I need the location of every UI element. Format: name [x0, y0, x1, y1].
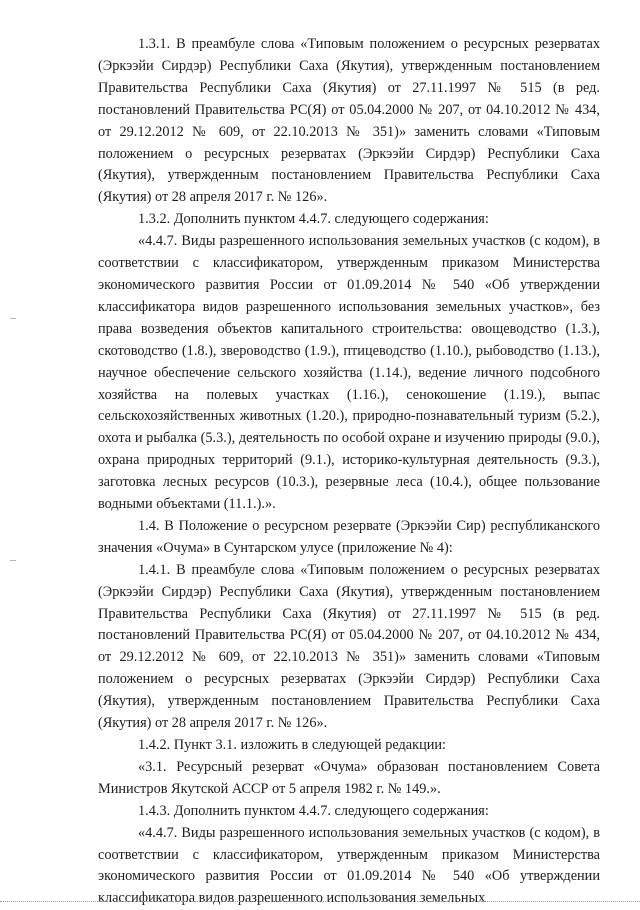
- document-body: [98, 34, 600, 910]
- paragraph-4-4-7-quote-continued: «4.4.7. Виды разрешенного использования земельных участков (с кодом), в соответствии с классификатором, утвержденным приказом Министерства экономического развития России от 01.09.2014 № 540 «Об утверждении классификатора видов разрешенного использования земельных: [98, 824, 600, 907]
- paragraph-1-3-1: 1.3.1. В преамбуле слова «Типовым положением о ресурсных резерватах (Эркээйи Сирдэр) Республики Саха (Якутия), утвержденным постановлением Правительства Республики Саха (Якутия) от 27.11.1997 № 515 (в ред. постановлений Правительства РС(Я) от 05.04.2000 № 207, от 04.10.2012 № 434, от 29.12.2012 № 609, от 22.10.2013 № 351)» заменить словами «Типовым положением о ресурсных резерватах (Эркээйи Сирдэр) Республики Саха (Якутия), утвержденным постановлением Правительства Республики Саха (Якутия) от 28 апреля 2017 г. № 126».: [98, 36, 600, 206]
- scan-margin-mark: [10, 560, 16, 561]
- scan-margin-mark: [10, 318, 16, 319]
- paragraph-1-3-2: 1.3.2. Дополнить пунктом 4.4.7. следующего содержания:: [138, 211, 489, 228]
- scan-bottom-edge: [0, 901, 640, 905]
- paragraph-1-4: 1.4. В Положение о ресурсном резервате (Эркээйи Сир) республиканского значения «Очума» в Сунтарском улусе (приложение № 4):: [98, 517, 600, 556]
- paragraph-1-4-3: 1.4.3. Дополнить пунктом 4.4.7. следующего содержания:: [138, 802, 489, 819]
- paragraph-1-4-1: 1.4.1. В преамбуле слова «Типовым положением о ресурсных резерватах (Эркээйи Сирдэр) Республики Саха (Якутия), утвержденным постановлением Правительства Республики Саха (Якутия) от 27.11.1997 № 515 (в ред. постановлений Правительства РС(Я) от 05.04.2000 № 207, от 04.10.2012 № 434, от 29.12.2012 № 609, от 22.10.2013 № 351)» заменить словами «Типовым положением о ресурсных резерватах (Эркээйи Сирдэр) Республики Саха (Якутия), утвержденным постановлением Правительства Республики Саха (Якутия) от 28 апреля 2017 г. № 126».: [98, 561, 600, 732]
- paragraph-4-4-7-quote: «4.4.7. Виды разрешенного использования земельных участков (с кодом), в соответствии с классификатором, утвержденным приказом Министерства экономического развития России от 01.09.2014 № 540 «Об утверждении классификатора видов разрешенного использования земельных участков», без права возведения объектов капитального строительства: овощеводство (1.3.), скотоводство (1.8.), звероводство (1.9.), птицеводство (1.10.), рыбоводство (1.13.), научное обеспечение сельского хозяйства (1.14.), ведение личного подсобного хозяйства на полевых участках (1.16.), сенокошение (1.19.), выпас сельскохозяйственных животных (1.20.), природно-познавательный туризм (5.2.), охота и рыбалка (5.3.), деятельность по особой охране и изучению природы (9.0.), охрана природных территорий (9.1.), историко-культурная деятельность (9.3.), заготовка лесных ресурсов (10.3.), резервные леса (10.4.), общее пользование водными объектами (11.1.).».: [98, 233, 600, 513]
- paragraph-3-1-quote: «3.1. Ресурсный резерват «Очума» образован постановлением Совета Министров Якутской АССР от 5 апреля 1982 г. № 149.».: [98, 758, 600, 797]
- paragraph-1-4-2: 1.4.2. Пункт 3.1. изложить в следующей редакции:: [138, 737, 447, 753]
